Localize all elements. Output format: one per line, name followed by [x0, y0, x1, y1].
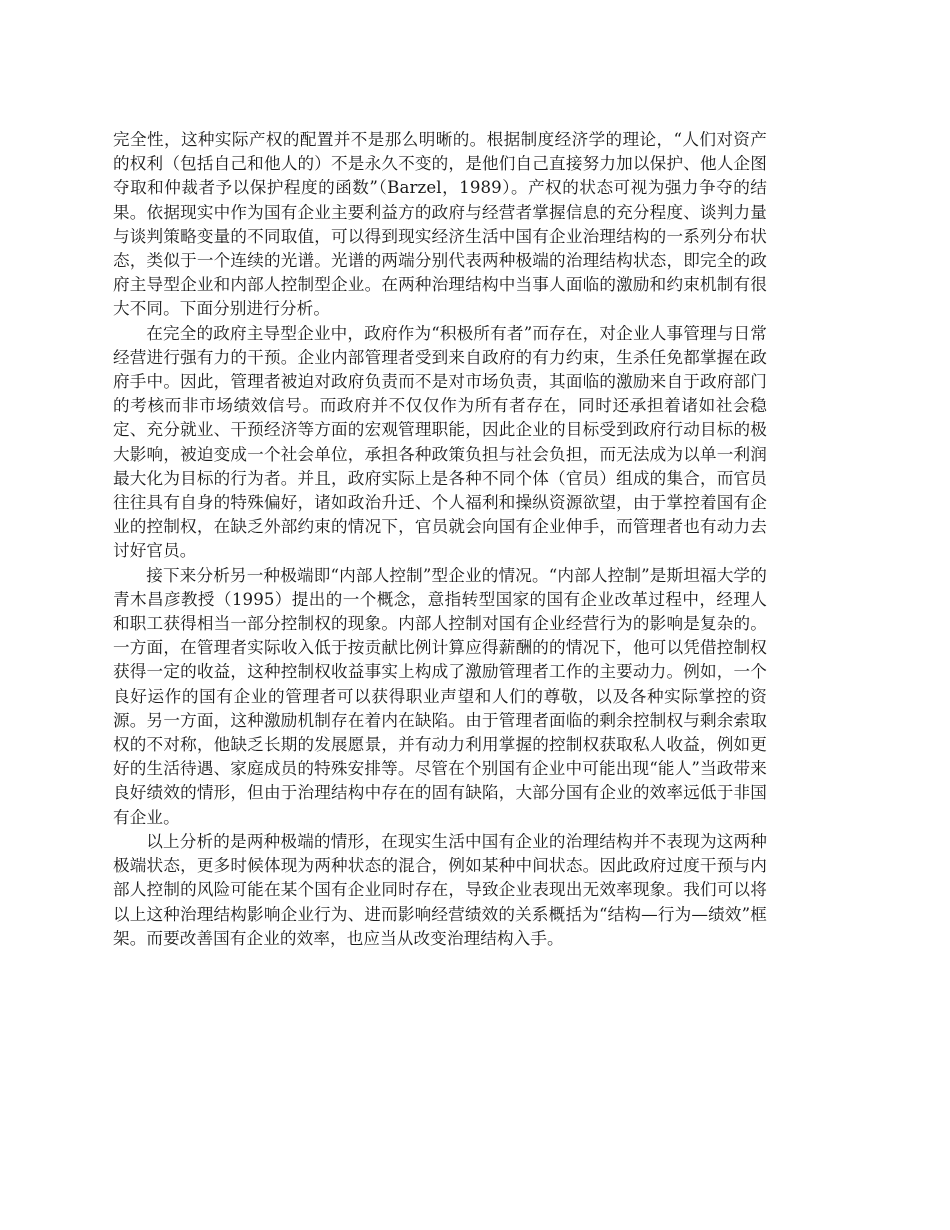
paragraph-4: 以上分析的是两种极端的情形，在现实生活中国有企业的治理结构并不表现为这两种极端状态，更多时候体现为两种状态的混合，例如某种中间状态。因此政府过度干预与内部人控制的风险可能在某个国有企业同时存在，导致企业表现出无效率现象。我们可以将以上这种治理结构影响企业行为、进而影响经营绩效的关系概括为“结构—行为—绩效”框架。而要改善国有企业的效率，也应当从改变治理结构入手。: [113, 831, 767, 948]
paragraph-3: 接下来分析另一种极端即“内部人控制”型企业的情况。“内部人控制”是斯坦福大学的青木昌彦教授（1995）提出的一个概念，意指转型国家的国有企业改革过程中，经理人和职工获得相当一部分控制权的现象。内部人控制对国有企业经营行为的影响是复杂的。一方面，在管理者实际收入低于按贡献比例计算应得薪酬的的情况下，他可以凭借控制权获得一定的收益，这种控制权收益事实上构成了激励管理者工作的主要动力。例如，一个良好运作的国有企业的管理者可以获得职业声望和人们的尊敬，以及各种实际掌控的资源。另一方面，这种激励机制存在着内在缺陷。由于管理者面临的剩余控制权与剩余索取权的不对称，他缺乏长期的发展愿景，并有动力利用掌握的控制权获取私人收益，例如更好的生活待遇、家庭成员的特殊安排等。尽管在个别国有企业中可能出现“能人”当政带来良好绩效的情形，但由于治理结构中存在的固有缺陷，大部分国有企业的效率远低于非国有企业。: [113, 565, 767, 827]
paragraph-2: 在完全的政府主导型企业中，政府作为“积极所有者”而存在，对企业人事管理与日常经营进行强有力的干预。企业内部管理者受到来自政府的有力约束，生杀任免都掌握在政府手中。因此，管理者被迫对政府负责而不是对市场负责，其面临的激励来自于政府部门的考核而非市场绩效信号。而政府并不仅仅作为所有者存在，同时还承担着诸如社会稳定、充分就业、干预经济等方面的宏观管理职能，因此企业的目标受到政府行动目标的极大影响，被迫变成一个社会单位，承担各种政策负担与社会负担，而无法成为以单一利润最大化为目标的行为者。并且，政府实际上是各种不同个体（官员）组成的集合，而官员往往具有自身的特殊偏好，诸如政治升迁、个人福利和操纵资源欲望，由于掌控着国有企业的控制权，在缺乏外部约束的情况下，官员就会向国有企业伸手，而管理者也有动力去讨好官员。: [113, 323, 767, 561]
document-body: [113, 128, 767, 951]
paragraph-1: 完全性，这种实际产权的配置并不是那么明晰的。根据制度经济学的理论，“人们对资产的权利（包括自己和他人的）不是永久不变的，是他们自己直接努力加以保护、他人企图夺取和仲裁者予以保护程度的函数”（Barzel，1989）。产权的状态可视为强力争夺的结果。依据现实中作为国有企业主要利益方的政府与经营者掌握信息的充分程度、谈判力量与谈判策略变量的不同取值，可以得到现实经济生活中国有企业治理结构的一系列分布状态，类似于一个连续的光谱。光谱的两端分别代表两种极端的治理结构状态，即完全的政府主导型企业和内部人控制型企业。在两种治理结构中当事人面临的激励和约束机制有很大不同。下面分别进行分析。: [113, 130, 767, 319]
